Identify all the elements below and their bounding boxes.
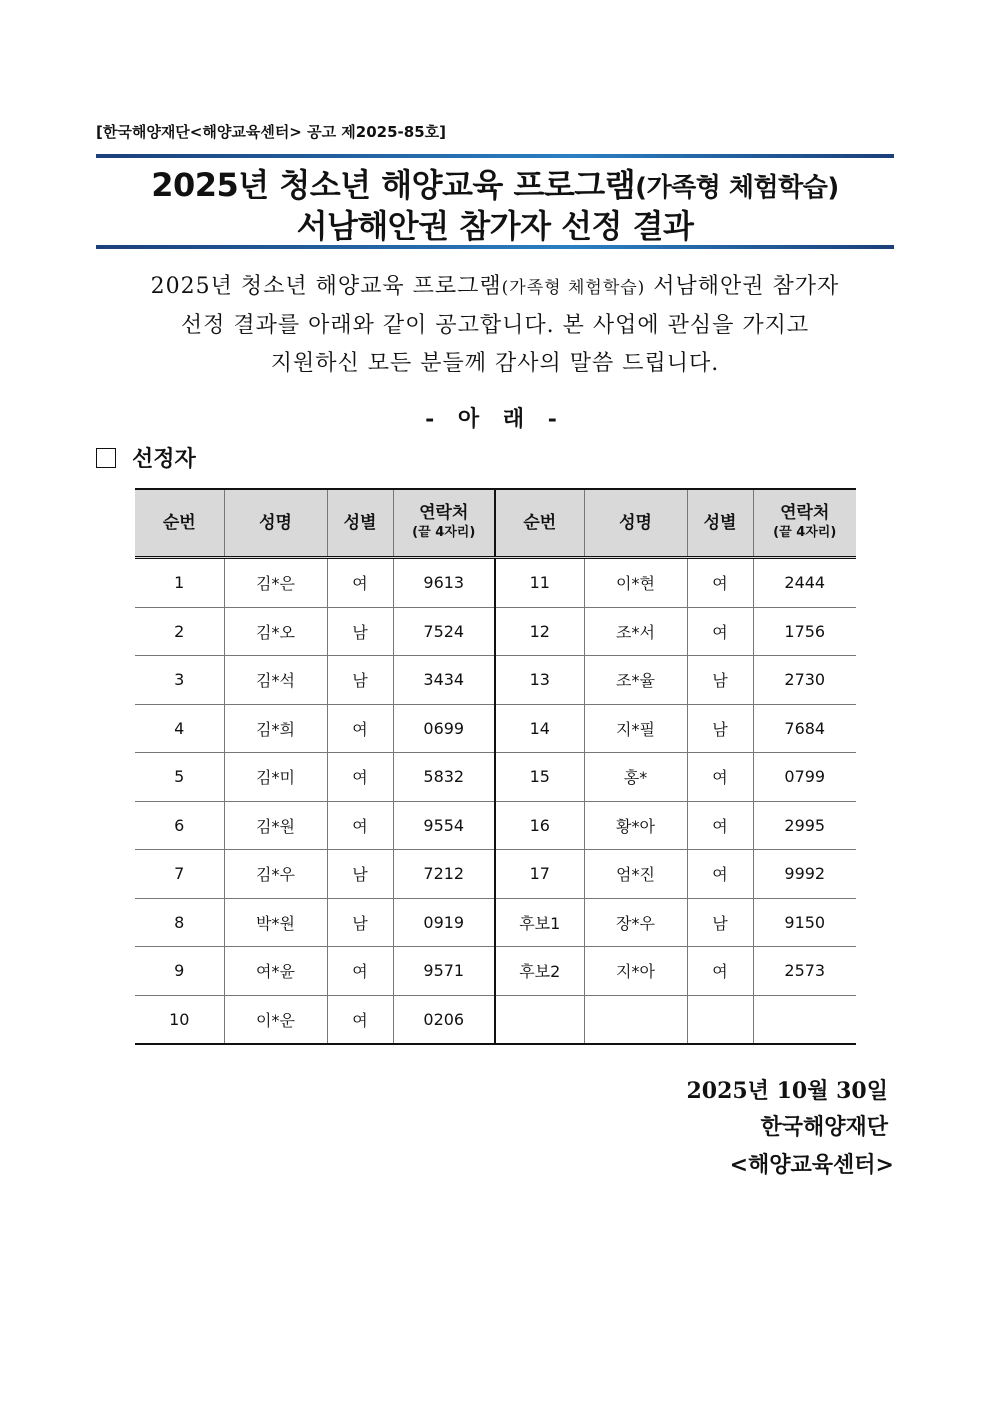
intro-line-1-paren: (가족형 체험학습) [501, 278, 646, 298]
intro-line-2: 선정 결과를 아래와 같이 공고합니다. 본 사업에 관심을 가지고 [180, 313, 810, 338]
announcement-date: 2025년 10월 30일 [686, 1078, 888, 1104]
cell-contact: 1756 [753, 607, 856, 656]
cell-no: 8 [135, 898, 224, 947]
cell-gender: 여 [327, 704, 393, 753]
cell-gender: 여 [687, 947, 753, 996]
cell-gender: 남 [327, 850, 393, 899]
cell-contact: 9554 [393, 801, 495, 850]
header-contact-left [393, 489, 495, 558]
cell-gender: 남 [327, 607, 393, 656]
cell-contact: 2573 [753, 947, 856, 996]
intro-paragraph [96, 268, 894, 383]
cell-contact: 9613 [393, 558, 495, 608]
cell-name [584, 995, 687, 1044]
title-line-1-main: 2025년 청소년 해양교육 프로그램 [151, 166, 636, 204]
cell-contact: 0919 [393, 898, 495, 947]
cell-gender [687, 995, 753, 1044]
cell-no: 6 [135, 801, 224, 850]
cell-name: 홍* [584, 753, 687, 802]
header-name-right: 성명 [584, 489, 687, 558]
notice-number: [한국해양재단<해양교육센터> 공고 제2025-85호] [96, 123, 446, 141]
cell-gender: 남 [687, 898, 753, 947]
page-title [96, 166, 894, 245]
cell-contact: 7212 [393, 850, 495, 899]
cell-name: 이*운 [224, 995, 327, 1044]
cell-no: 16 [495, 801, 584, 850]
cell-name: 엄*진 [584, 850, 687, 899]
header-gender-right: 성별 [687, 489, 753, 558]
cell-contact: 2444 [753, 558, 856, 608]
table-row [135, 704, 856, 753]
cell-no: 후보1 [495, 898, 584, 947]
cell-gender: 여 [327, 947, 393, 996]
cell-name: 김*석 [224, 656, 327, 705]
header-contact-sub: (끝 4자리) [773, 525, 837, 540]
cell-no: 2 [135, 607, 224, 656]
intro-line-1-b: 서남해안권 참가자 [645, 274, 840, 299]
cell-name: 김*은 [224, 558, 327, 608]
cell-no: 9 [135, 947, 224, 996]
cell-no: 13 [495, 656, 584, 705]
table-row [135, 898, 856, 947]
table-row [135, 607, 856, 656]
cell-contact: 0206 [393, 995, 495, 1044]
cell-name: 김*원 [224, 801, 327, 850]
cell-contact: 0799 [753, 753, 856, 802]
cell-name: 지*필 [584, 704, 687, 753]
cell-contact: 9150 [753, 898, 856, 947]
header-gender-left: 성별 [327, 489, 393, 558]
cell-name: 김*오 [224, 607, 327, 656]
cell-contact: 2730 [753, 656, 856, 705]
cell-no: 3 [135, 656, 224, 705]
cell-gender: 여 [687, 607, 753, 656]
cell-name: 박*원 [224, 898, 327, 947]
table-row [135, 850, 856, 899]
cell-no: 1 [135, 558, 224, 608]
cell-gender: 남 [327, 898, 393, 947]
cell-gender: 남 [327, 656, 393, 705]
cell-name: 여*윤 [224, 947, 327, 996]
table-row [135, 753, 856, 802]
cell-name: 이*현 [584, 558, 687, 608]
cell-gender: 여 [327, 801, 393, 850]
cell-contact: 9992 [753, 850, 856, 899]
table-row [135, 801, 856, 850]
section-heading [96, 442, 196, 473]
header-no-left: 순번 [135, 489, 224, 558]
selection-table [135, 488, 856, 1045]
header-contact-sub: (끝 4자리) [412, 525, 476, 540]
table-row [135, 558, 856, 608]
header-contact-right [753, 489, 856, 558]
title-bottom-rule [96, 245, 894, 249]
cell-name: 조*서 [584, 607, 687, 656]
cell-name: 김*희 [224, 704, 327, 753]
table-row [135, 656, 856, 705]
cell-no: 12 [495, 607, 584, 656]
cell-contact: 7524 [393, 607, 495, 656]
intro-line-1 [96, 268, 894, 307]
cell-no: 17 [495, 850, 584, 899]
cell-no: 11 [495, 558, 584, 608]
cell-contact: 0699 [393, 704, 495, 753]
cell-name: 조*율 [584, 656, 687, 705]
cell-contact: 9571 [393, 947, 495, 996]
title-line-2: 서남해안권 참가자 선정 결과 [296, 207, 694, 245]
cell-no: 10 [135, 995, 224, 1044]
cell-gender: 여 [687, 558, 753, 608]
cell-name: 장*우 [584, 898, 687, 947]
cell-name: 지*아 [584, 947, 687, 996]
cell-contact: 7684 [753, 704, 856, 753]
cell-gender: 남 [687, 704, 753, 753]
title-top-rule [96, 154, 894, 158]
table-row [135, 995, 856, 1044]
cell-contact [753, 995, 856, 1044]
cell-gender: 여 [327, 753, 393, 802]
cell-name: 김*미 [224, 753, 327, 802]
header-contact-label: 연락처 [419, 503, 469, 523]
table-row [135, 947, 856, 996]
intro-line-3: 지원하신 모든 분들께 감사의 말씀 드립니다. [270, 351, 720, 376]
cell-no: 15 [495, 753, 584, 802]
cell-no: 4 [135, 704, 224, 753]
cell-gender: 남 [687, 656, 753, 705]
cell-no: 14 [495, 704, 584, 753]
title-line-1 [96, 166, 894, 207]
below-marker: - 아 래 - [425, 406, 565, 432]
header-no-right: 순번 [495, 489, 584, 558]
cell-gender: 여 [327, 558, 393, 608]
header-contact-label: 연락처 [780, 503, 830, 523]
cell-name: 황*아 [584, 801, 687, 850]
cell-contact: 5832 [393, 753, 495, 802]
cell-contact: 3434 [393, 656, 495, 705]
title-line-1-paren: (가족형 체험학습) [635, 173, 839, 203]
cell-no [495, 995, 584, 1044]
cell-gender: 여 [687, 801, 753, 850]
header-name-left: 성명 [224, 489, 327, 558]
table-header-row [135, 489, 856, 558]
cell-no: 7 [135, 850, 224, 899]
cell-name: 김*우 [224, 850, 327, 899]
cell-gender: 여 [687, 850, 753, 899]
intro-line-1-a: 2025년 청소년 해양교육 프로그램 [150, 274, 502, 299]
section-title: 선정자 [132, 446, 196, 472]
center-name: <해양교육센터> [729, 1152, 894, 1178]
cell-no: 후보2 [495, 947, 584, 996]
cell-gender: 여 [327, 995, 393, 1044]
cell-gender: 여 [687, 753, 753, 802]
organization-name: 한국해양재단 [760, 1114, 888, 1140]
cell-no: 5 [135, 753, 224, 802]
cell-contact: 2995 [753, 801, 856, 850]
checkbox-icon [96, 448, 116, 468]
